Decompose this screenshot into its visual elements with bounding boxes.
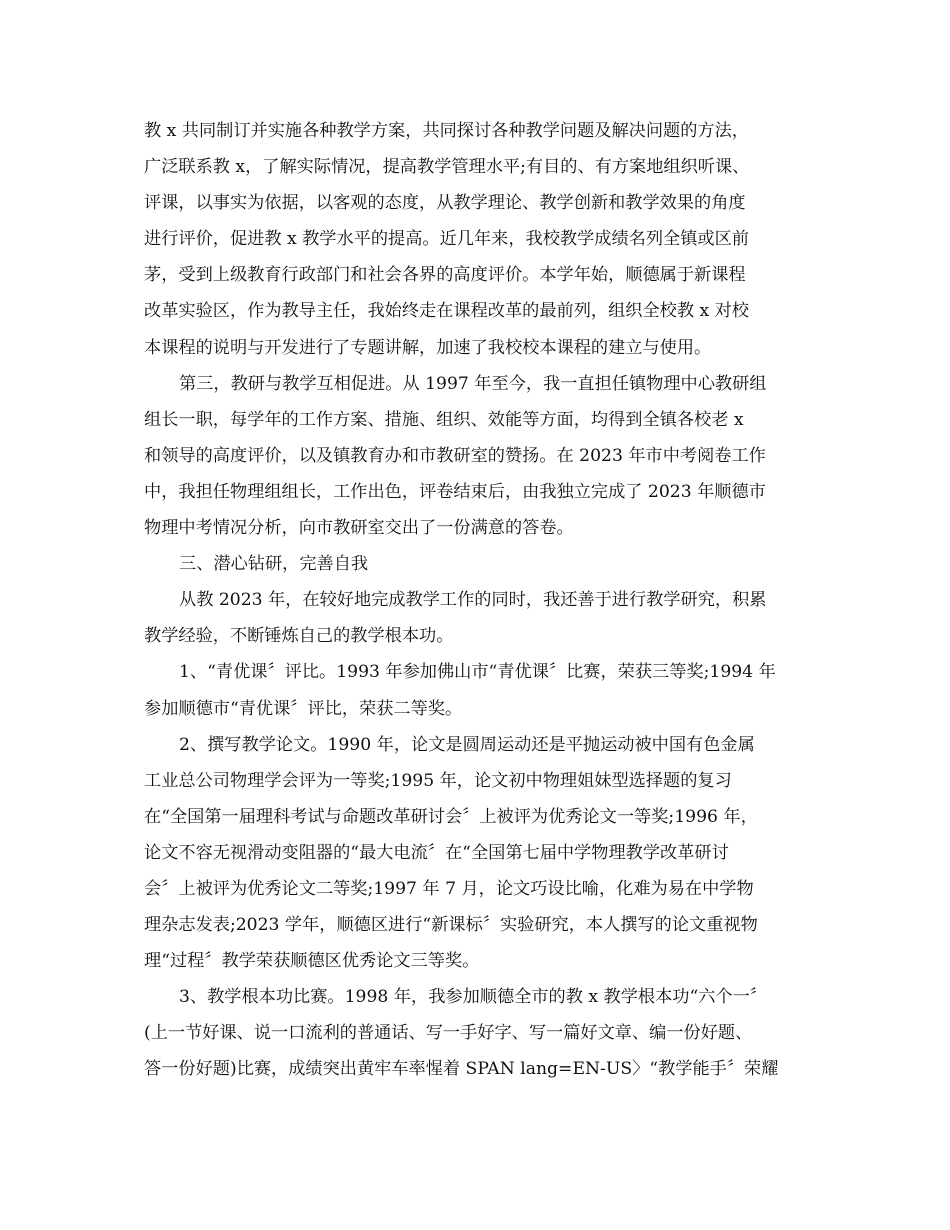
text-line: 广泛联系教 x，了解实际情况，提高教学管理水平;有目的、有方案地组织听课、: [144, 157, 750, 178]
text-line: 理“过程〞教学荣获顺德区优秀论文三等奖。: [144, 951, 480, 972]
paragraph-start-line: 第三，教研与教学互相促进。从 1997 年至今，我一直担任镇物理中心教研组: [179, 373, 767, 394]
text-line: 中，我担任物理组组长，工作出色，评卷结束后，由我独立完成了 2023 年顺德市: [144, 481, 766, 502]
text-line: 物理中考情况分析，向市教研室交出了一份满意的答卷。: [144, 518, 574, 539]
paragraph-start-line: 2、撰写教学论文。1990 年，论文是圆周运动还是平抛运动被中国有色金属: [179, 734, 755, 755]
section-heading: 三、潜心钻研，完善自我: [179, 554, 369, 575]
text-line: 工业总公司物理学会评为一等奖;1995 年，论文初中物理姐妹型选择题的复习: [144, 770, 732, 791]
paragraph-start-line: 1、“青优课〞评比。1993 年参加佛山市“青优课〞比赛，荣获三等奖;1994 年: [179, 662, 776, 683]
text-line: 组长一职，每学年的工作方案、措施、组织、效能等方面，均得到全镇各校老 x: [144, 409, 744, 430]
text-line: 答一份好题)比赛，成绩突出黄牢车率惺着 SPAN lang=EN-US〉“教学能手〞荣耀: [144, 1059, 779, 1080]
text-line: 和领导的高度评价，以及镇教育办和市教研室的赞扬。在 2023 年市中考阅卷工作: [144, 445, 766, 466]
paragraph-start-line: 3、教学根本功比赛。1998 年，我参加顺德全市的教 x 教学根本功“六个一〞: [179, 987, 767, 1008]
text-line: 教 x 共同制订并实施各种教学方案，共同探讨各种教学问题及解决问题的方法，: [144, 121, 749, 141]
text-line: 论文不容无视滑动变阻器的“最大电流〞在“全国第七届中学物理教学改革研讨: [144, 842, 729, 863]
text-line: 本课程的说明与开发进行了专题讲解，加速了我校校本课程的建立与使用。: [144, 337, 712, 358]
document-body: [144, 113, 824, 1088]
text-line: 改革实验区，作为教导主任，我始终走在课程改革的最前列，组织全校教 x 对校: [144, 301, 749, 322]
text-line: 进行评价，促进教 x 教学水平的提高。近几年来，我校教学成绩名列全镇或区前: [144, 229, 749, 250]
text-line: 评课，以事实为依据，以客观的态度，从教学理论、教学创新和教学效果的角度: [144, 193, 746, 214]
paragraph-start-line: 从教 2023 年，在较好地完成教学工作的同时，我还善于进行教学研究，积累: [179, 590, 767, 611]
text-line: 理杂志发表;2023 学年，顺德区进行“新课标〞实验研究，本人撰写的论文重视物: [144, 915, 758, 936]
text-line: 参加顺德市“青优课〞评比，荣获二等奖。: [144, 698, 463, 719]
text-line: (上一节好课、说一口流利的普通话、写一手好字、写一篇好文章、编一份好题、: [144, 1023, 753, 1044]
text-line: 教学经验，不断锤炼自己的教学根本功。: [144, 626, 454, 647]
text-line: 茅，受到上级教育行政部门和社会各界的高度评价。本学年始，顺德属于新课程: [144, 265, 746, 286]
text-line: 在“全国第一届理科考试与命题改革研讨会〞上被评为优秀论文一等奖;1996 年，: [144, 806, 758, 827]
text-line: 会〞上被评为优秀论文二等奖;1997 年 7 月，论文巧设比喻，化难为易在中学物: [144, 878, 754, 899]
